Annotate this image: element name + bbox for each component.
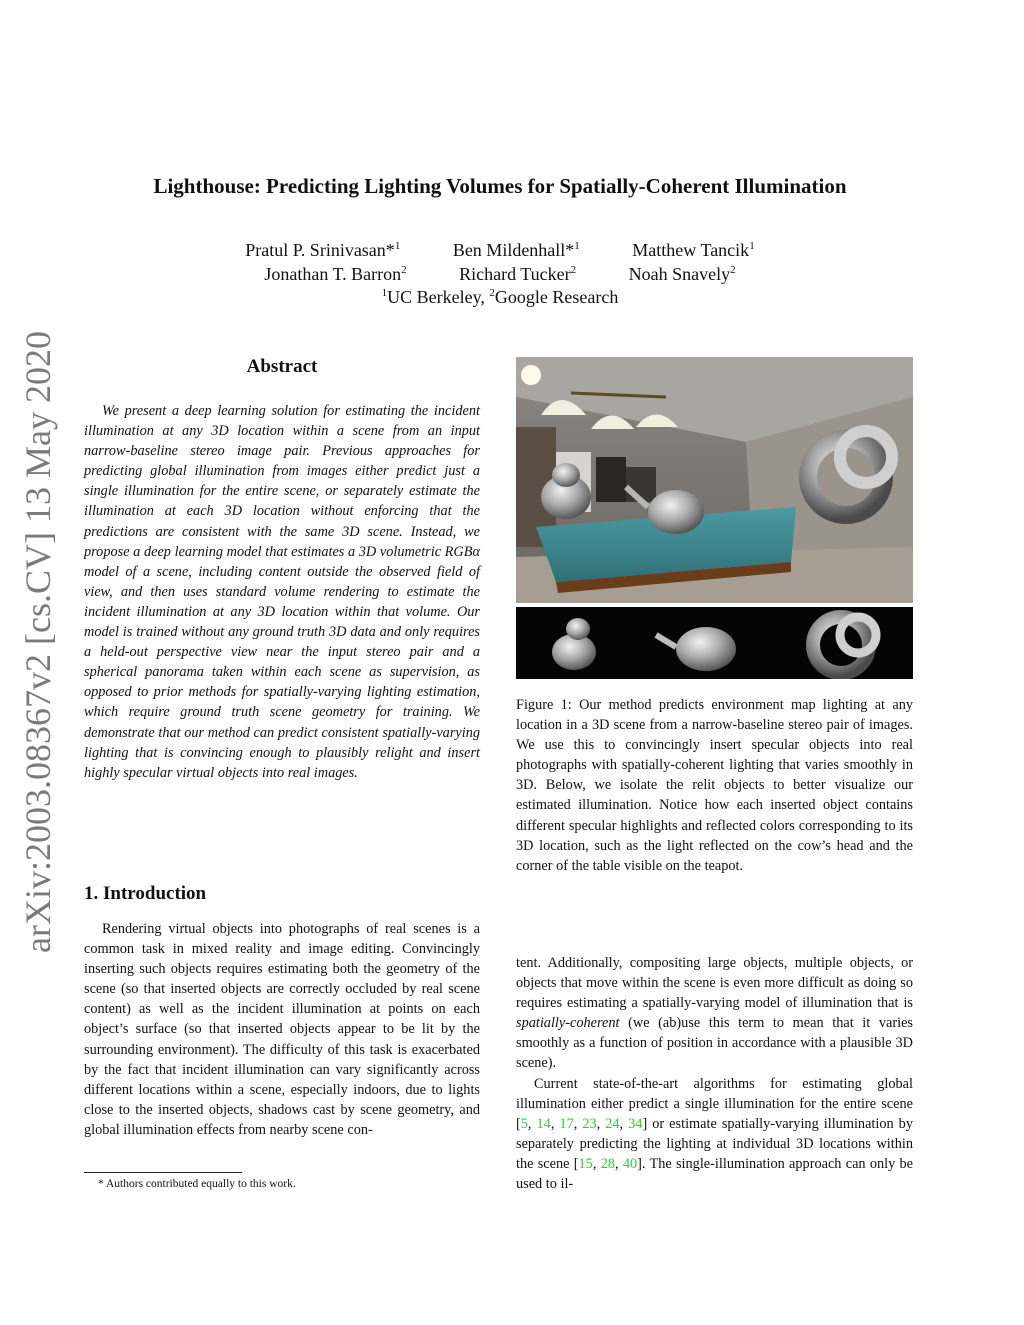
authors-row-1 [160, 240, 840, 261]
citation-link[interactable]: 17 [559, 1116, 574, 1133]
citation-link[interactable]: 28 [600, 1156, 615, 1173]
arxiv-sidebar [8, 0, 68, 1325]
footnote: * Authors contributed equally to this work. [98, 1178, 296, 1190]
scene-illustration [516, 357, 913, 603]
affiliations: $^1$UC Berkeley, $^2$Google Research [381, 287, 619, 307]
intro-paragraph-2: tent. Additionally, compositing large objects, multiple objects, or objects that move within the scene is even more difficult as doing so requires estimating a spatially-varying model of illumination that is spatially-coherent (we (ab)use this term to mean that it varies smoothly as a function of position in accordance with a plausible 3D scene). [516, 955, 913, 1072]
citation-link[interactable]: 5 [520, 1116, 528, 1133]
arxiv-identifier: arXiv:2003.08367v2 [cs.CV] 13 May 2020 [18, 331, 58, 953]
abstract-body: We present a deep learning solution for estimating the incident illumination at any 3D location within a scene from an input narrow-baseline stereo image pair. Previous approaches for predicting global illumination from images either predict just a single illumination for the entire scene, or separately estimate the illumination at each 3D location without enforcing that the predictions are consistent with the same 3D scene. Instead, we propose a deep learning model that estimates a 3D volumetric RGBα model of a scene, including content outside the observed field of view, and then uses standard volume rendering to estimate the incident illumination at any 3D location within that volume. Our model is trained without any ground truth 3D data and only requires a held-out perspective view near the input stereo pair and a spherical panorama taken within each scene as supervision, as opposed to prior methods for spatially-varying lighting estimation, which require ground truth scene geometry for training. We demonstrate that our method can predict consistent spatially-varying lighting that is convincing enough to plausibly relight and insert highly specular virtual objects into real images. [84, 403, 480, 781]
author: Pratul P. Srinivasan*$^1$ [245, 240, 401, 260]
author: Jonathan T. Barron$^2$ [264, 264, 407, 284]
author: Matthew Tancik$^1$ [632, 240, 755, 260]
footnote-rule [84, 1172, 242, 1173]
intro-paragraph-1: Rendering virtual objects into photographs of real scenes is a common task in mixed reality and image editing. Convincingly inserting such objects requires estimating both the geometry of the scene (so that inserted objects are correctly occluded by real scene content) as well as the incident illumination at points on each object’s surface (so that inserted objects appear to be lit by the surrounding environment). The difficulty of this task is exacerbated by the fact that incident illumination can vary significantly across different locations within a scene, especially indoors, due to lights close to the inserted objects, shadows cast by scene geometry, and global illumination effects from nearby scene con- [84, 921, 480, 1138]
citation-link[interactable]: 34 [628, 1116, 643, 1133]
figure-1 [516, 357, 913, 679]
intro-paragraph-3: Current state-of-the-art algorithms for estimating global illumination either predict a single illumination for the entire scene [5, 14, 17, 23, 24, 34] or estimate spatially-varying illumination by separately predicting the lighting at individual 3D locations within the scene [15, 28, 40]. The single-illumination approach can only be used to il- [516, 1076, 914, 1193]
author: Noah Snavely$^2$ [628, 264, 736, 284]
citation-link[interactable]: 40 [622, 1156, 638, 1173]
abstract-heading: Abstract [246, 356, 318, 377]
relit-objects-illustration [516, 607, 913, 679]
citation-link[interactable]: 23 [582, 1116, 597, 1133]
paper-title: Lighthouse: Predicting Lighting Volumes for Spatially-Coherent Illumination [153, 174, 847, 198]
figure-relit-objects [516, 607, 913, 679]
figure-scene-photo [516, 357, 913, 603]
author: Ben Mildenhall*$^1$ [452, 240, 580, 260]
citation-link[interactable]: 15 [578, 1156, 593, 1173]
citation-link[interactable]: 24 [605, 1116, 620, 1133]
author: Richard Tucker$^2$ [459, 264, 577, 284]
figure-1-caption: Figure 1: Our method predicts environment map lighting at any location in a 3D scene from a narrow-baseline stereo pair of images. We use this to convincingly insert specular objects into real photographs with spatially-coherent lighting that varies smoothly in 3D. Below, we isolate the relit objects to better visualize our estimated illumination. Notice how each inserted object contains different specular highlights and reflected colors corresponding to its 3D location, such as the light reflected on the cow’s head and the corner of the table visible on the teapot. [516, 697, 913, 874]
authors-row-2 [160, 264, 840, 285]
section-heading-introduction: 1. Introduction [84, 883, 207, 904]
citation-link[interactable]: 14 [536, 1116, 551, 1133]
